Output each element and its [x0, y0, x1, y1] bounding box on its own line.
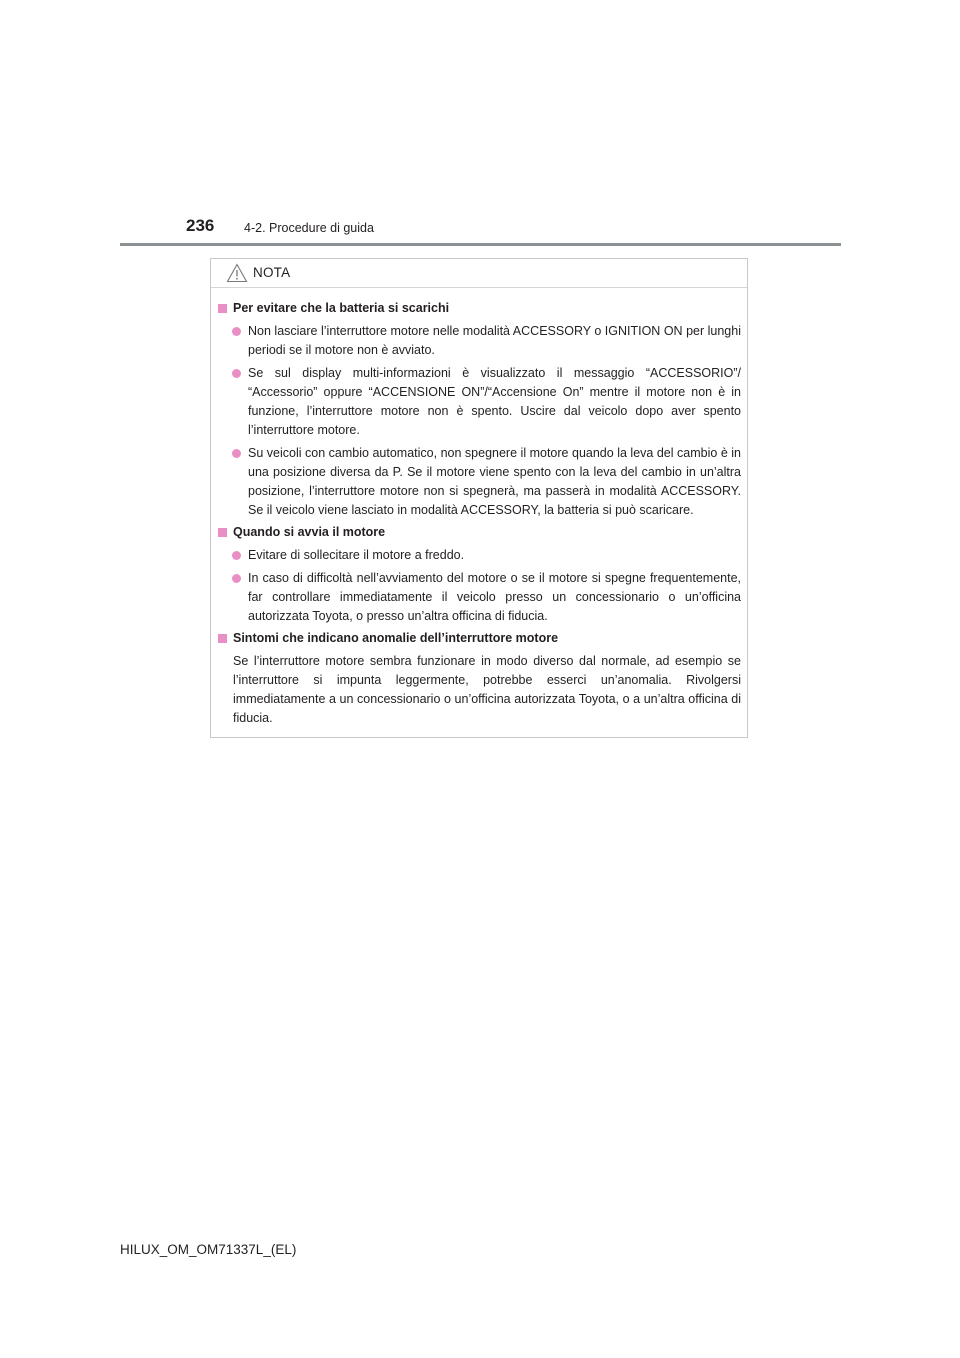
document-id: HILUX_OM_OM71337L_(EL) [120, 1242, 297, 1257]
round-bullet-icon [232, 574, 241, 583]
section-heading [216, 524, 741, 541]
notice-box [210, 258, 748, 738]
list-item [216, 569, 741, 626]
section-title: 4-2. Procedure di guida [244, 221, 374, 235]
list-item [216, 364, 741, 440]
list-item [216, 546, 741, 565]
square-bullet-icon [218, 634, 227, 643]
section-heading-text: Per evitare che la batteria si scarichi [233, 301, 450, 315]
round-bullet-icon [232, 369, 241, 378]
list-item-text: Se sul display multi-informazioni è visualizzato il messaggio “ACCESSORIO”/ “Accessorio” oppure “ACCENSIONE ON”/“Accensione On” mentre il motore non è in funzione, l’interruttore motore non è spento. Uscire dal veicolo dopo aver spento l’interruttore motore. [248, 366, 741, 437]
notice-body [211, 288, 747, 728]
round-bullet-icon [232, 551, 241, 560]
round-bullet-icon [232, 327, 241, 336]
list-item-text: In caso di difficoltà nell’avviamento del motore o se il motore si spegne frequentemente, far controllare immediatamente il veicolo presso un concessionario o un’officina autorizzata Toyota, o presso un’altra officina di fiducia. [248, 571, 741, 623]
list-item-text: Evitare di sollecitare il motore a freddo. [248, 548, 465, 562]
square-bullet-icon [218, 528, 227, 537]
notice-header [211, 259, 747, 288]
section-heading [216, 300, 741, 317]
section-heading-text: Sintomi che indicano anomalie dell’interruttore motore [233, 631, 559, 645]
section-heading [216, 630, 741, 647]
square-bullet-icon [218, 304, 227, 313]
notice-label: NOTA [253, 265, 291, 280]
list-item-text: Su veicoli con cambio automatico, non spegnere il motore quando la leva del cambio è in una posizione diversa da P. Se il motore viene spento con la leva del cambio in un’altra posizione, l’interruttore motore non si spegnerà, ma passerà in modalità ACCESSORY. Se il veicolo viene lasciato in modalità ACCESSORY, la batteria si può scaricare. [248, 446, 741, 517]
list-item [216, 444, 741, 520]
warning-triangle-icon [226, 263, 248, 283]
section-heading-text: Quando si avvia il motore [233, 525, 386, 539]
round-bullet-icon [232, 449, 241, 458]
header-rule [120, 243, 841, 246]
list-item-text: Non lasciare l’interruttore motore nelle modalità ACCESSORY o IGNITION ON per lunghi periodi se il motore non è avviato. [248, 324, 741, 357]
section-paragraph: Se l’interruttore motore sembra funzionare in modo diverso dal normale, ad esempio se l’interruttore si impunta leggermente, potrebbe esserci un’anomalia. Rivolgersi immediatamente a un concessionario o un’officina autorizzata Toyota, o a un’altra officina di fiducia. [233, 654, 741, 725]
page-number: 236 [186, 216, 215, 235]
list-item [216, 322, 741, 360]
